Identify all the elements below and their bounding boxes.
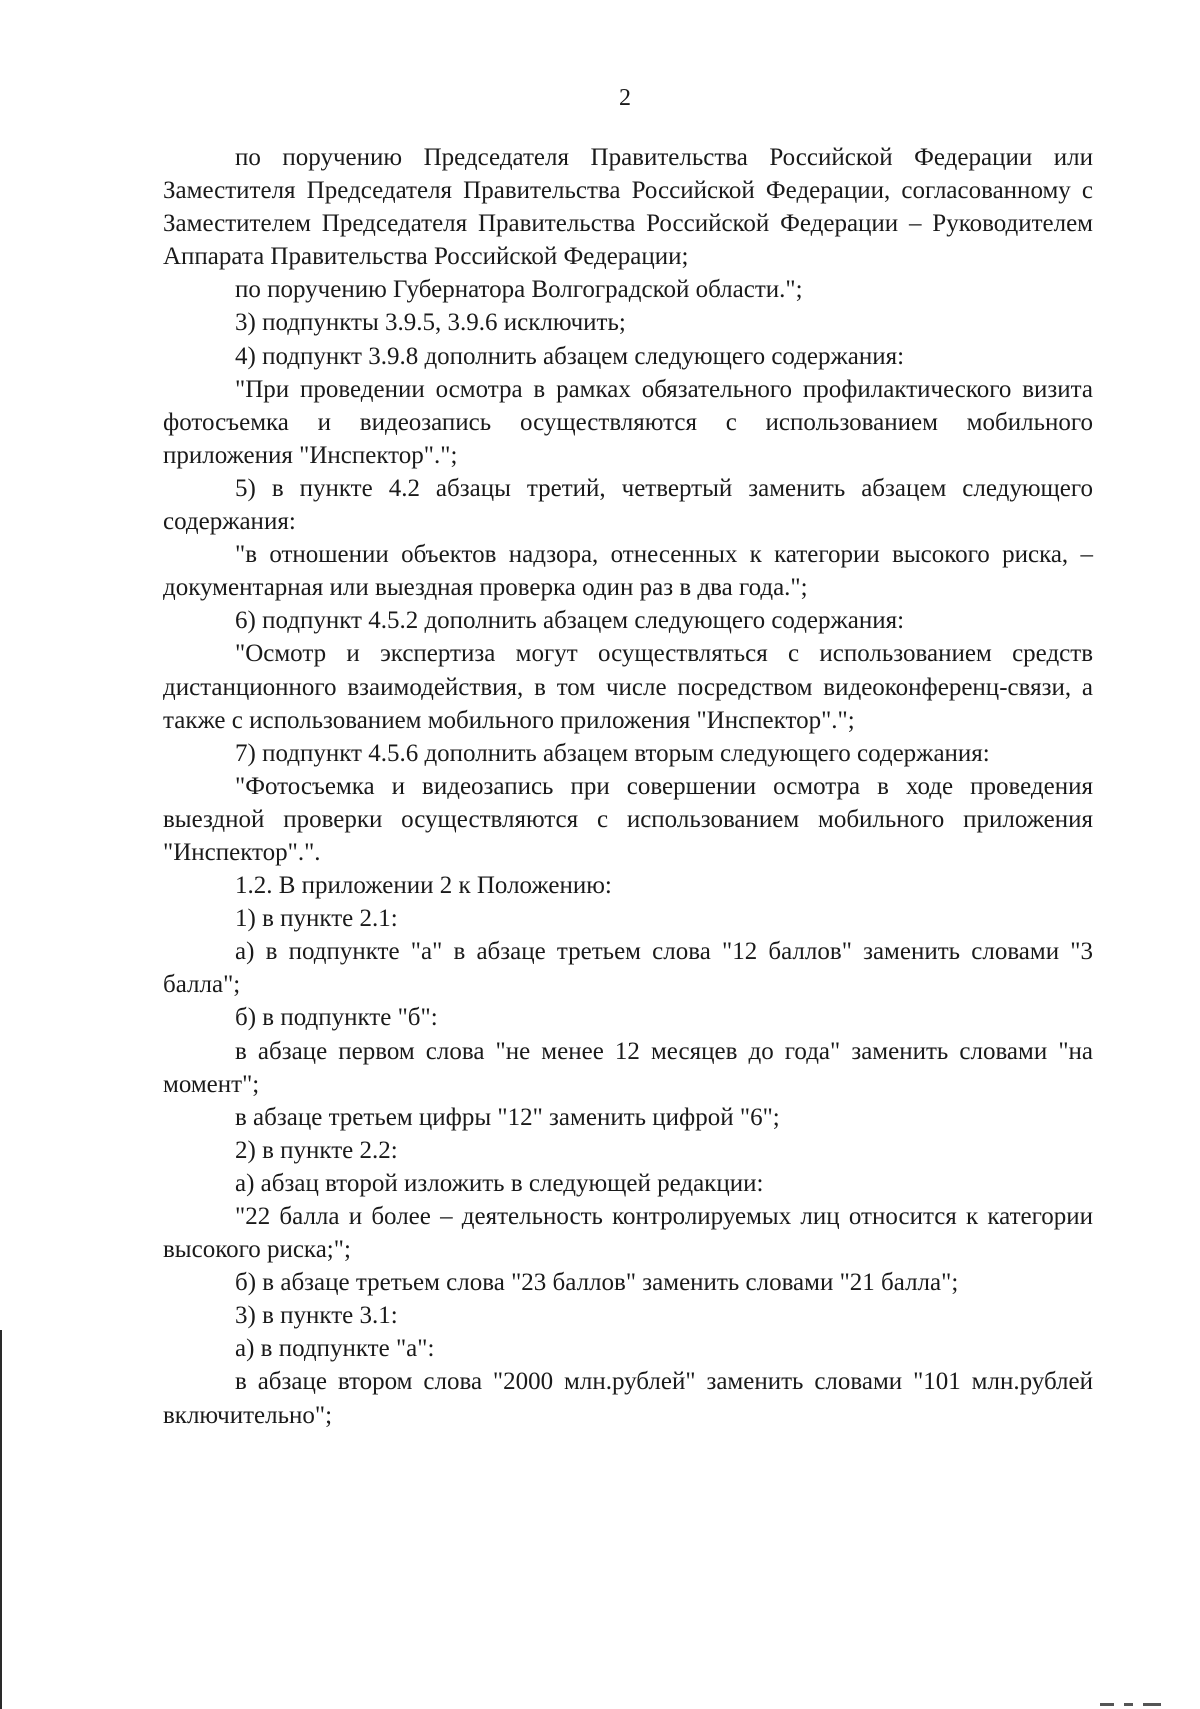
- paragraph: б) в абзаце третьем слова "23 баллов" заменить словами "21 балла";: [235, 1269, 959, 1297]
- paragraph: 3) в пункте 3.1:: [235, 1302, 398, 1330]
- paragraph: по поручению Губернатора Волгоградской области.";: [235, 276, 803, 304]
- scan-edge-line: [0, 1330, 2, 1709]
- scan-artifact: [1124, 1703, 1133, 1706]
- paragraph: "При проведении осмотра в рамках обязательного профилактического визита фотосъемка и видеозапись осуществляются с использованием мобильного приложения "Инспектор".";: [163, 375, 1093, 469]
- page-number: 2: [619, 85, 631, 111]
- paragraph: 1.2. В приложении 2 к Положению:: [235, 872, 612, 900]
- paragraph: 2) в пункте 2.2:: [235, 1136, 398, 1164]
- paragraph: 5) в пункте 4.2 абзацы третий, четвертый заменить абзацем следующего содержания:: [163, 474, 1093, 536]
- paragraph: "Фотосъемка и видеозапись при совершении осмотра в ходе проведения выездной проверки осуществляются с использованием мобильного приложения "Инспектор".".: [163, 772, 1093, 866]
- paragraph: 3) подпункты 3.9.5, 3.9.6 исключить;: [235, 309, 626, 337]
- paragraph: "22 балла и более – деятельность контролируемых лиц относится к категории высокого риска;";: [163, 1203, 1093, 1264]
- paragraph: по поручению Председателя Правительства Российской Федерации или Заместителя Председателя Правительства Российской Федерации, согласованному с Заместителем Председателя Правительства Российской Федерации – Руководителем Аппарата Правительства Российской Федерации;: [163, 144, 1093, 271]
- paragraph: а) в подпункте "а":: [235, 1335, 435, 1363]
- paragraph: в абзаце третьем цифры "12" заменить цифрой "6";: [235, 1103, 780, 1131]
- paragraph: 1) в пункте 2.1:: [235, 905, 398, 933]
- scan-artifact: [1100, 1703, 1114, 1706]
- paragraph: в абзаце первом слова "не менее 12 месяцев до года" заменить словами "на момент";: [163, 1037, 1093, 1098]
- paragraph: 6) подпункт 4.5.2 дополнить абзацем следующего содержания:: [235, 607, 905, 635]
- paragraph: а) в подпункте "а" в абзаце третьем слова "12 баллов" заменить словами "3 балла";: [163, 938, 1093, 999]
- paragraph: 4) подпункт 3.9.8 дополнить абзацем следующего содержания:: [235, 342, 905, 370]
- scan-artifact: [1143, 1703, 1161, 1706]
- paragraph: 7) подпункт 4.5.6 дополнить абзацем вторым следующего содержания:: [235, 739, 990, 767]
- paragraph: в абзаце втором слова "2000 млн.рублей" заменить словами "101 млн.рублей включительно";: [163, 1368, 1093, 1429]
- paragraph: "в отношении объектов надзора, отнесенных к категории высокого риска, – документарная или выездная проверка один раз в два года.";: [163, 541, 1093, 602]
- paragraph: "Осмотр и экспертиза могут осуществляться с использованием средств дистанционного взаимодействия, в том числе посредством видеоконференц-связи, а также с использованием мобильного приложения "Инспектор".";: [163, 640, 1093, 734]
- paragraph: б) в подпункте "б":: [235, 1004, 438, 1032]
- paragraph: а) абзац второй изложить в следующей редакции:: [235, 1169, 764, 1197]
- document-body: [163, 141, 1093, 1432]
